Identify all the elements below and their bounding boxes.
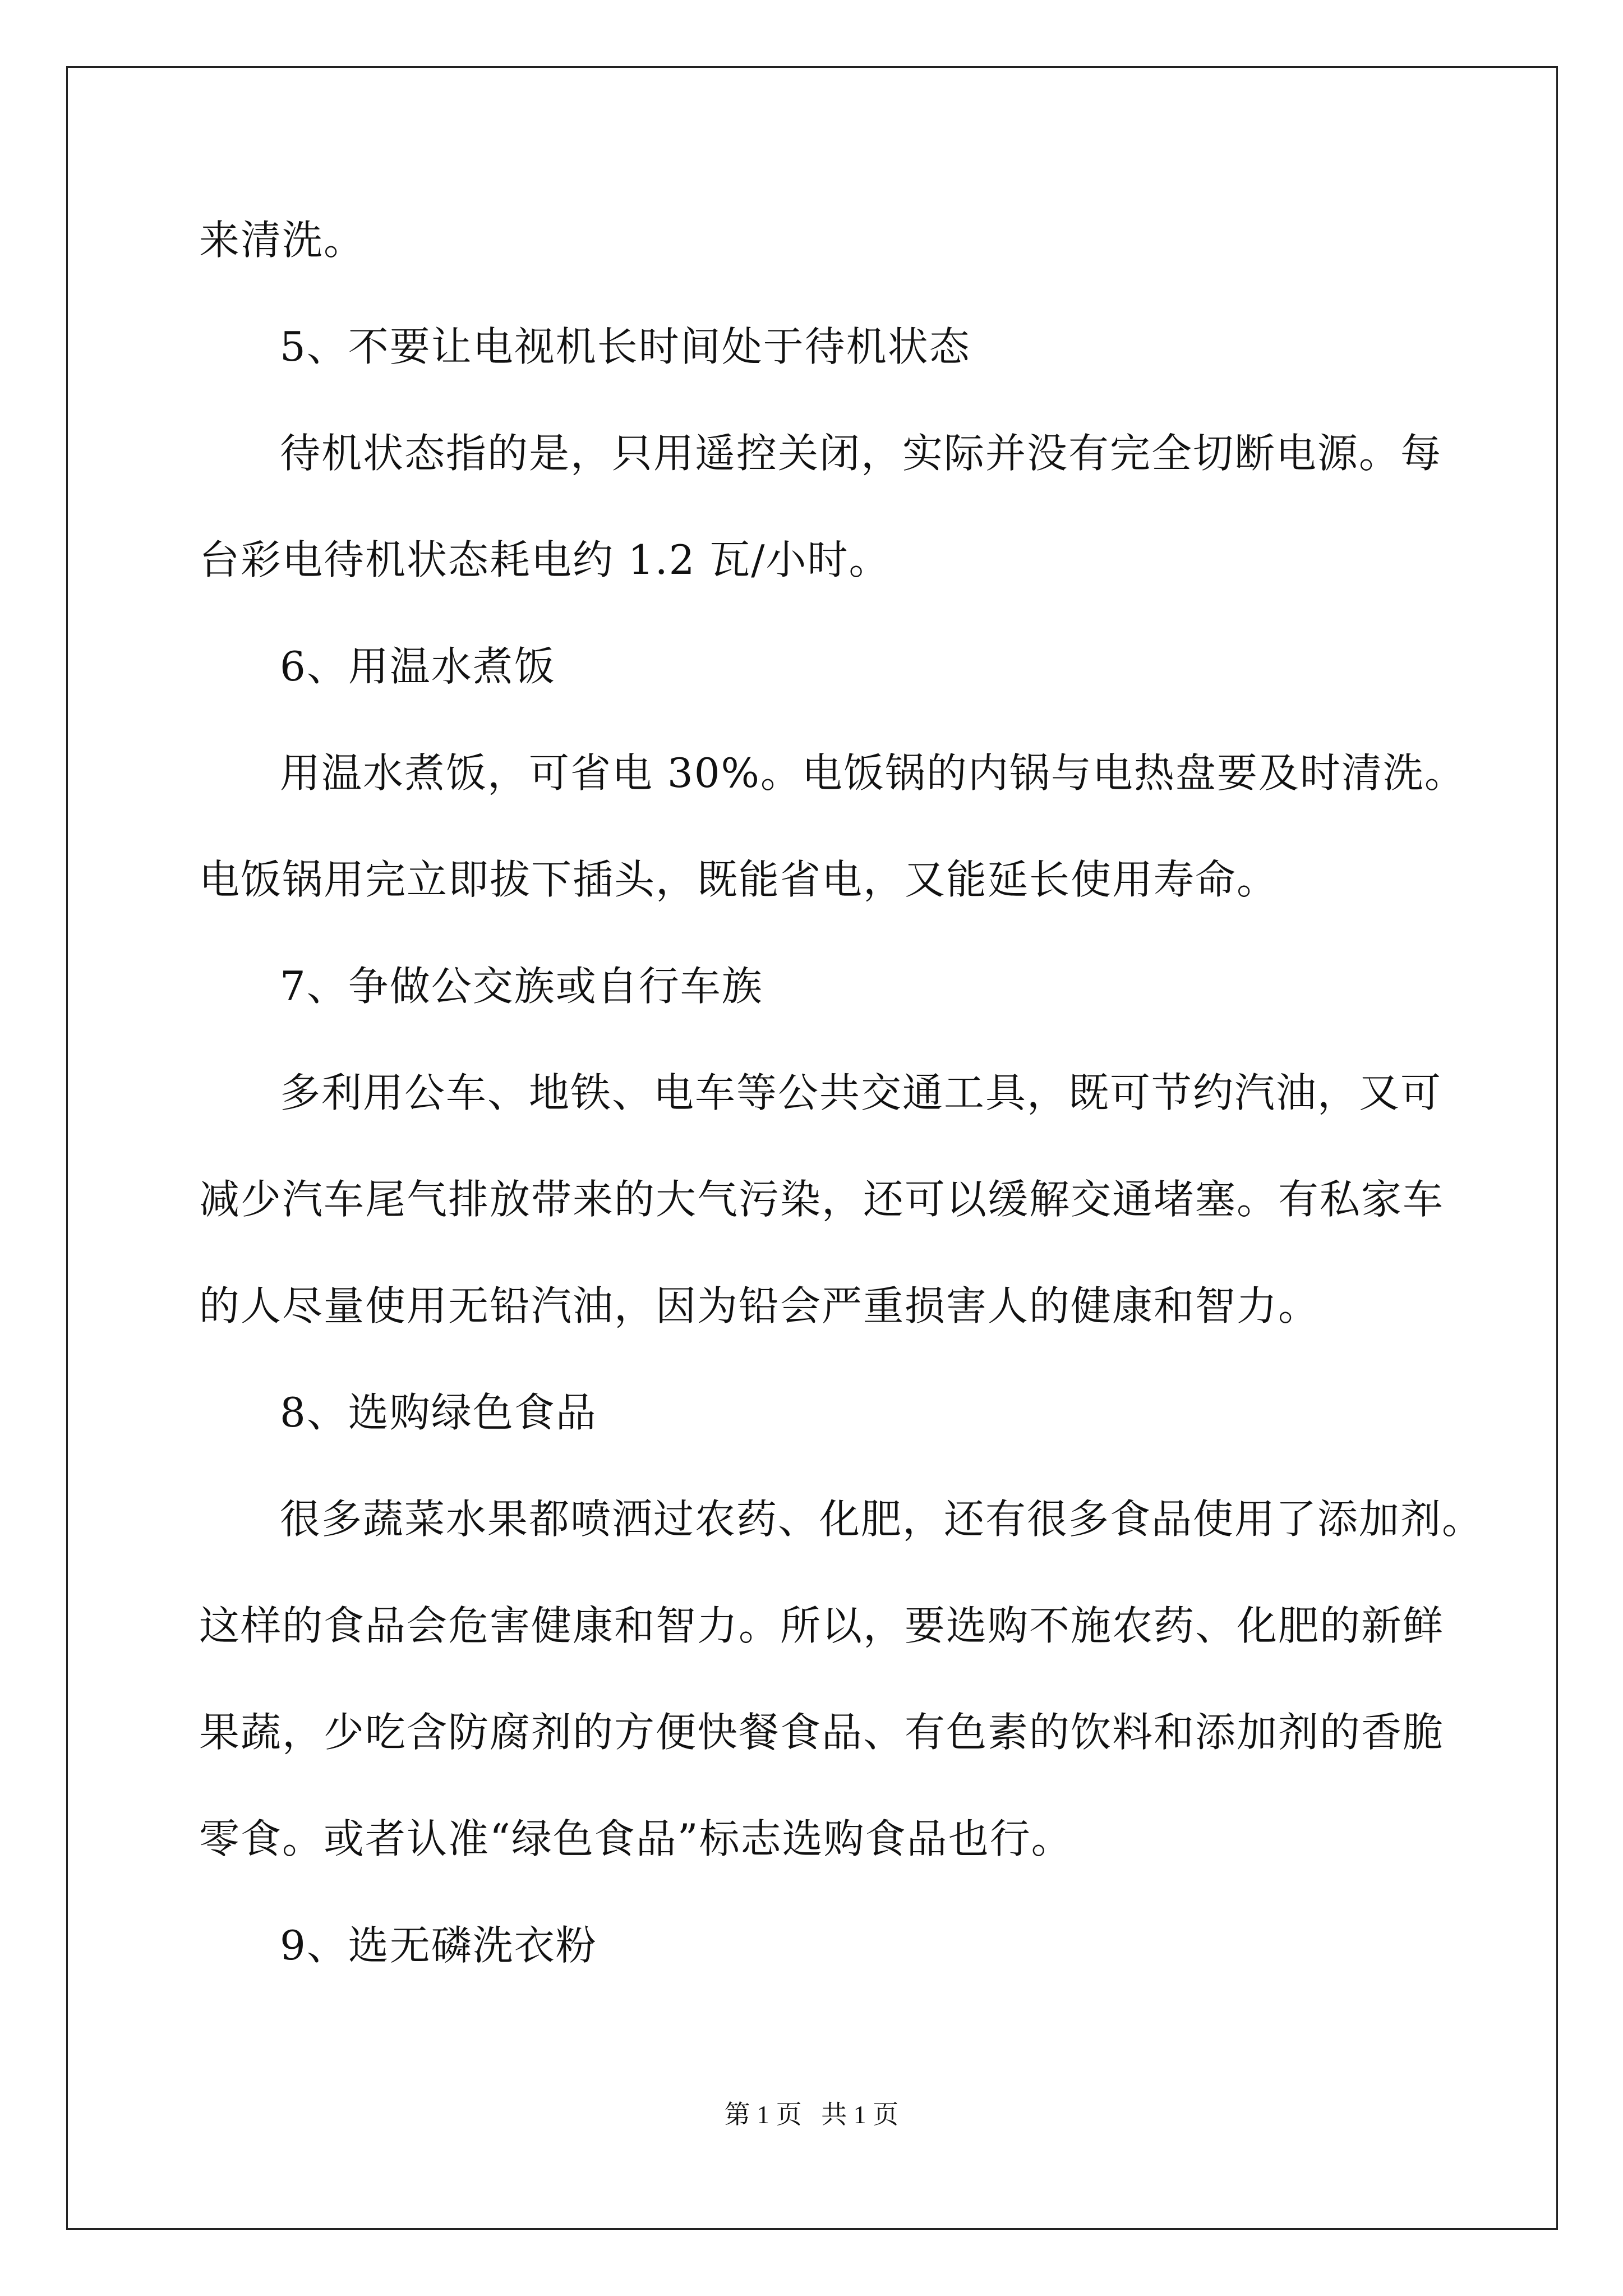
page-number-footer: 第 1 页 共 1 页 xyxy=(724,2100,899,2129)
paragraph-line: 零食。或者认准“绿色食品”标志选购食品也行。 xyxy=(199,1815,1073,1862)
paragraph-line: 的人尽量使用无铅汽油，因为铅会严重损害人的健康和智力。 xyxy=(199,1282,1320,1329)
paragraph-line: 多利用公车、地铁、电车等公共交通工具，既可节约汽油，又可 xyxy=(280,1069,1442,1116)
page-border xyxy=(66,66,1558,2230)
section-heading-5: 5、不要让电视机长时间处于待机状态 xyxy=(280,323,971,370)
paragraph-line: 台彩电待机状态耗电约 1.2 瓦/小时。 xyxy=(199,536,891,583)
section-heading-6: 6、用温水煮饭 xyxy=(280,643,556,690)
paragraph-line: 用温水煮饭，可省电 30%。电饭锅的内锅与电热盘要及时清洗。 xyxy=(280,749,1466,797)
paragraph-line: 来清洗。 xyxy=(199,217,366,264)
section-heading-9: 9、选无磷洗衣粉 xyxy=(280,1922,597,1969)
paragraph-line: 电饭锅用完立即拔下插头，既能省电，又能延长使用寿命。 xyxy=(199,856,1279,903)
paragraph-line: 很多蔬菜水果都喷洒过农药、化肥，还有很多食品使用了添加剂。 xyxy=(280,1496,1484,1543)
section-heading-8: 8、选购绿色食品 xyxy=(280,1389,597,1436)
paragraph-line: 待机状态指的是，只用遥控关闭，实际并没有完全切断电源。每 xyxy=(280,430,1442,477)
paragraph-line: 这样的食品会危害健康和智力。所以，要选购不施农药、化肥的新鲜 xyxy=(199,1602,1445,1649)
paragraph-line: 果蔬，少吃含防腐剂的方便快餐食品、有色素的饮料和添加剂的香脆 xyxy=(199,1709,1445,1756)
paragraph-line: 减少汽车尾气排放带来的大气污染，还可以缓解交通堵塞。有私家车 xyxy=(199,1176,1445,1223)
section-heading-7: 7、争做公交族或自行车族 xyxy=(280,963,763,1010)
